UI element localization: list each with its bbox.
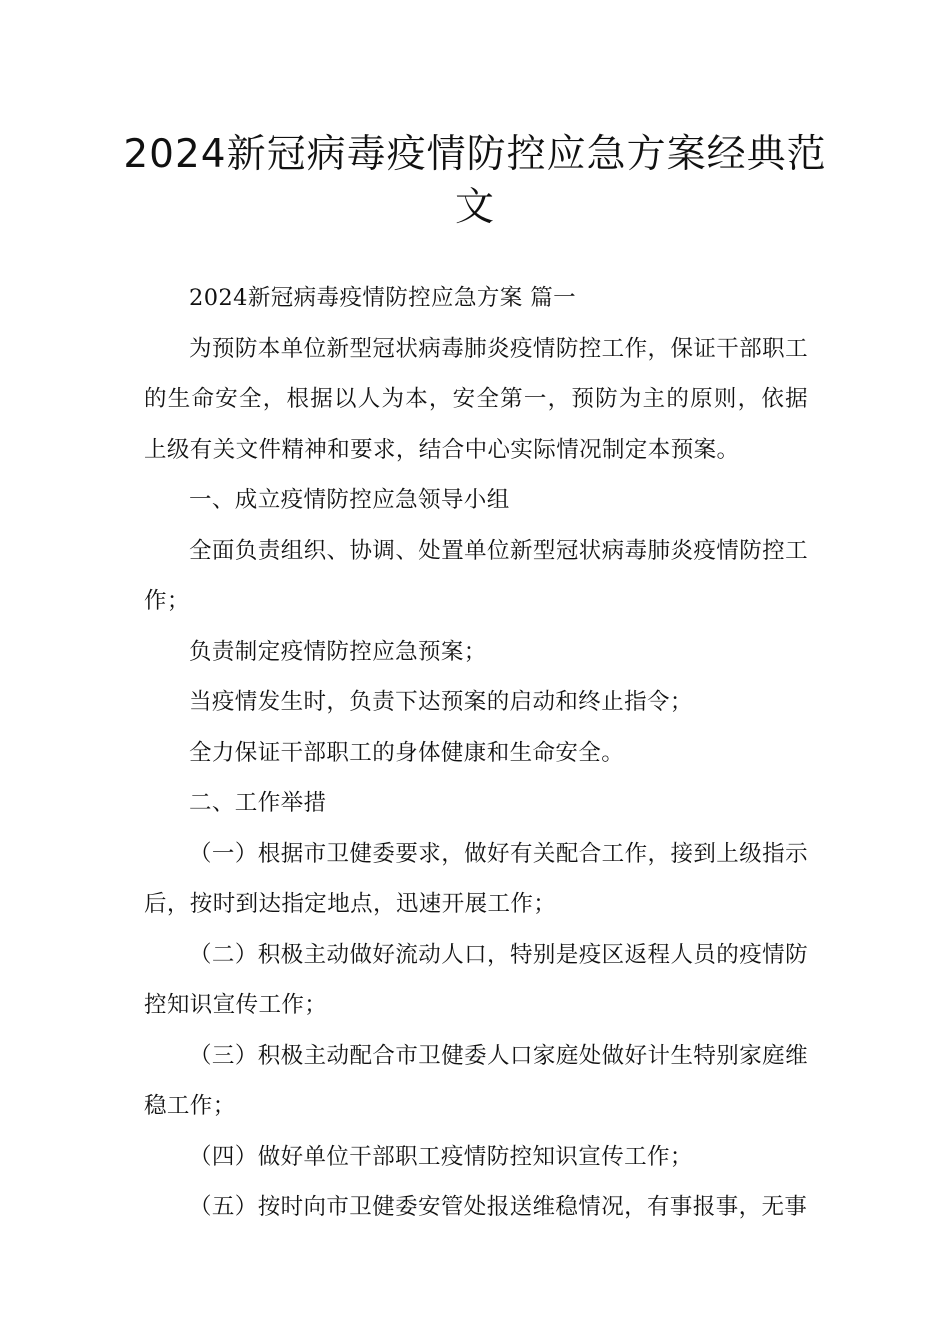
- list-item: （五）按时向市卫健委安管处报送维稳情况，有事报事，无事: [189, 1194, 808, 1220]
- body-paragraph: 全面负责组织、协调、处置单位新型冠状病毒肺炎疫情防控工作；: [144, 537, 808, 614]
- section-heading: 二、工作举措: [189, 790, 327, 816]
- section-heading: 2024新冠病毒疫情防控应急方案 篇一: [189, 285, 577, 311]
- list-item: （四）做好单位干部职工疫情防控知识宣传工作；: [189, 1143, 693, 1170]
- list-item: （二）积极主动做好流动人口，特别是疫区返程人员的疫情防控知识宣传工作；: [144, 941, 808, 1018]
- body-paragraph: 全力保证干部职工的身体健康和生命安全。: [189, 739, 625, 766]
- document-title: 2024新冠病毒疫情防控应急方案经典范文: [123, 132, 827, 230]
- list-item: （一）根据市卫健委要求，做好有关配合工作，接到上级指示后，按时到达指定地点，迅速开展工作；: [144, 840, 808, 917]
- list-item: （三）积极主动配合市卫健委人口家庭处做好计生特别家庭维稳工作；: [144, 1042, 808, 1119]
- body-paragraph: 负责制定疫情防控应急预案；: [189, 638, 487, 665]
- document-body: [144, 273, 808, 1233]
- body-paragraph: 当疫情发生时，负责下达预案的启动和终止指令；: [189, 689, 693, 715]
- section-heading: 一、成立疫情防控应急领导小组: [189, 487, 510, 513]
- body-paragraph: 为预防本单位新型冠状病毒肺炎疫情防控工作，保证干部职工的生命安全，根据以人为本，安全第一，预防为主的原则，依据上级有关文件精神和要求，结合中心实际情况制定本预案。: [144, 335, 808, 463]
